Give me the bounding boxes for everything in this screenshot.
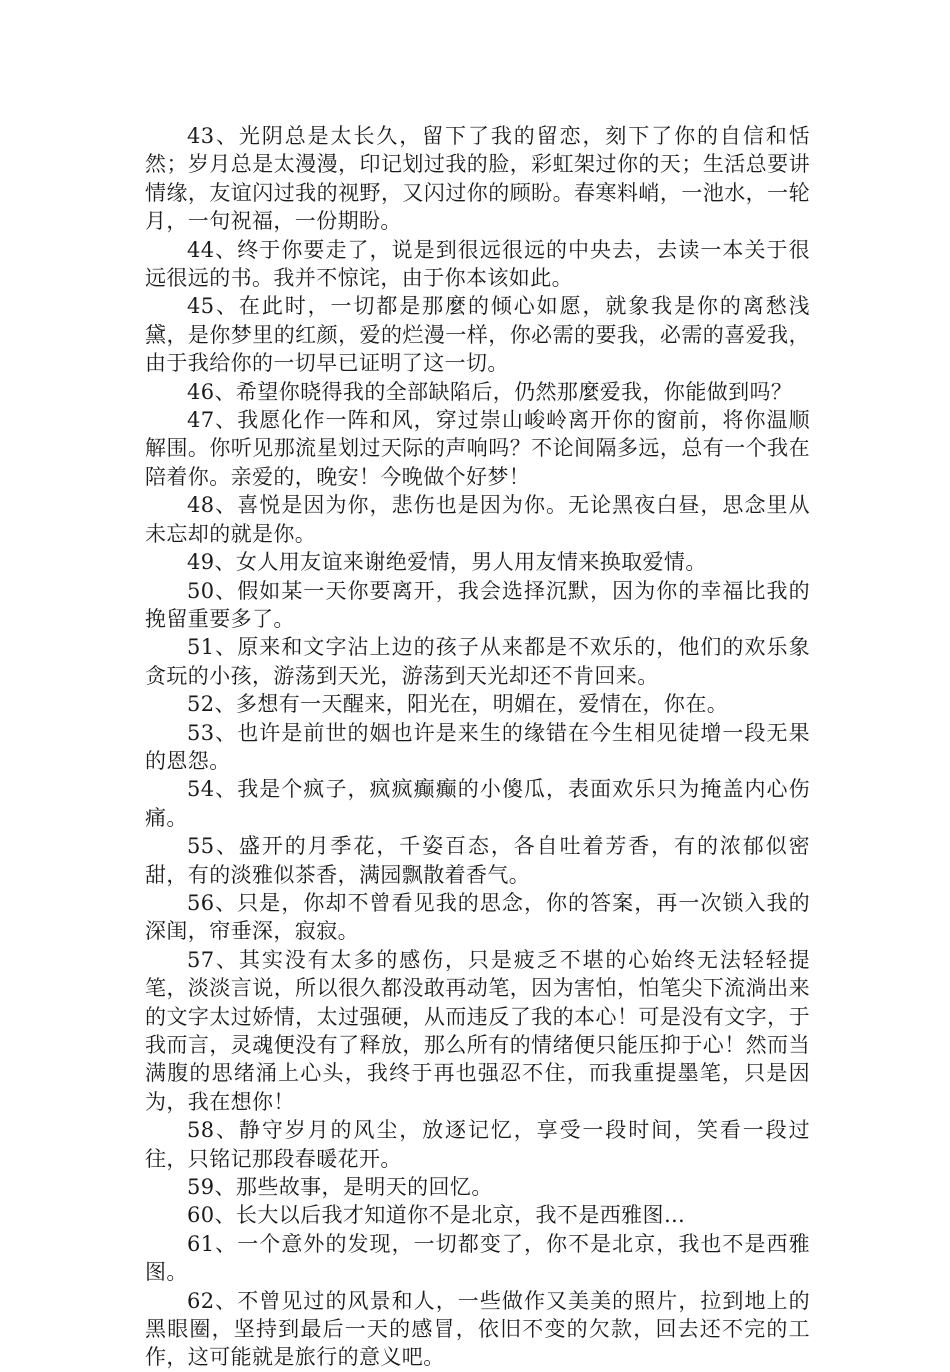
paragraph-55: 55、盛开的月季花，千姿百态，各自吐着芳香，有的浓郁似密甜，有的淡雅似茶香，满园飘散着香气。: [145, 834, 810, 887]
paragraph-49: 49、女人用友谊来谢绝爱情，男人用友情来换取爱情。: [187, 550, 707, 575]
paragraph-61: 61、一个意外的发现，一切都变了，你不是北京，我也不是西雅图。: [145, 1231, 810, 1285]
paragraph-52: 52、多想有一天醒来，阳光在，明媚在，爱情在，你在。: [187, 692, 729, 717]
paragraph-53: 53、也许是前世的姻也许是来生的缘错在今生相见徒增一段无果的恩怨。: [145, 720, 810, 773]
paragraph-59: 59、那些故事，是明天的回忆。: [187, 1175, 493, 1200]
paragraph-62: 62、不曾见过的风景和人，一些做作又美美的照片，拉到地上的黑眼圈，坚持到最后一天的感冒，依旧不变的欠款，回去还不完的工作，这可能就是旅行的意义吧。: [145, 1288, 810, 1370]
paragraph-45: 45、在此时，一切都是那麼的倾心如愿，就象我是你的离愁浅黛，是你梦里的红颜，爱的烂漫一样，你必需的要我，必需的喜爱我，由于我给你的一切早已证明了这一切。: [145, 294, 810, 376]
paragraph-43: 43、光阴总是太长久，留下了我的留恋，刻下了你的自信和恬然；岁月总是太漫漫，印记划过我的脸，彩虹架过你的天；生活总要讲情缘，友谊闪过我的视野，又闪过你的顾盼。春寒料峭，一池水，一轮月，一句祝福，一份期盼。: [145, 124, 810, 234]
paragraph-44: 44、终于你要走了，说是到很远很远的中央去，去读一本关于很远很远的书。我并不惊诧，由于你本该如此。: [145, 237, 810, 291]
paragraph-46: 46、希望你晓得我的全部缺陷后，仍然那麼爱我，你能做到吗？: [187, 379, 793, 404]
paragraph-50: 50、假如某一天你要离开，我会选择沉默，因为你的幸福比我的挽留重要多了。: [145, 578, 810, 631]
paragraph-54: 54、我是个疯子，疯疯癫癫的小傻瓜，表面欢乐只为掩盖内心伤痛。: [145, 777, 810, 830]
paragraph-47: 47、我愿化作一阵和风，穿过崇山峻岭离开你的窗前，将你温顺解围。你听见那流星划过天际的声响吗？不论间隔多远，总有一个我在陪着你。亲爱的，晚安！今晚做个好梦！: [145, 408, 810, 489]
paragraph-48: 48、喜悦是因为你，悲伤也是因为你。无论黑夜白昼，思念里从未忘却的就是你。: [145, 493, 810, 546]
paragraph-51: 51、原来和文字沾上边的孩子从来都是不欢乐的，他们的欢乐象贪玩的小孩，游荡到天光，游荡到天光却还不肯回来。: [145, 635, 810, 688]
paragraph-60: 60、长大以后我才知道你不是北京，我不是西雅图…: [187, 1203, 686, 1228]
document-body: [145, 122, 810, 1372]
paragraph-57: 57、其实没有太多的感伤，只是疲乏不堪的心始终无法轻轻提笔，淡淡言说，所以很久都没敢再动笔，因为害怕，怕笔尖下流淌出来的文字太过娇情，太过强硬，从而违反了我的本心！可是没有文字，于我而言，灵魂便没有了释放，那么所有的情绪便只能压抑于心！然而当满腹的思绪涌上心头，我终于再也强忍不住，而我重提墨笔，只是因为，我在想你！: [145, 947, 810, 1114]
paragraph-56: 56、只是，你却不曾看见我的思念，你的答案，再一次锁入我的深闺，帘垂深，寂寂。: [145, 890, 810, 944]
paragraph-58: 58、静守岁月的风尘，放逐记忆，享受一段时间，笑看一段过往，只铭记那段春暖花开。: [145, 1118, 810, 1171]
